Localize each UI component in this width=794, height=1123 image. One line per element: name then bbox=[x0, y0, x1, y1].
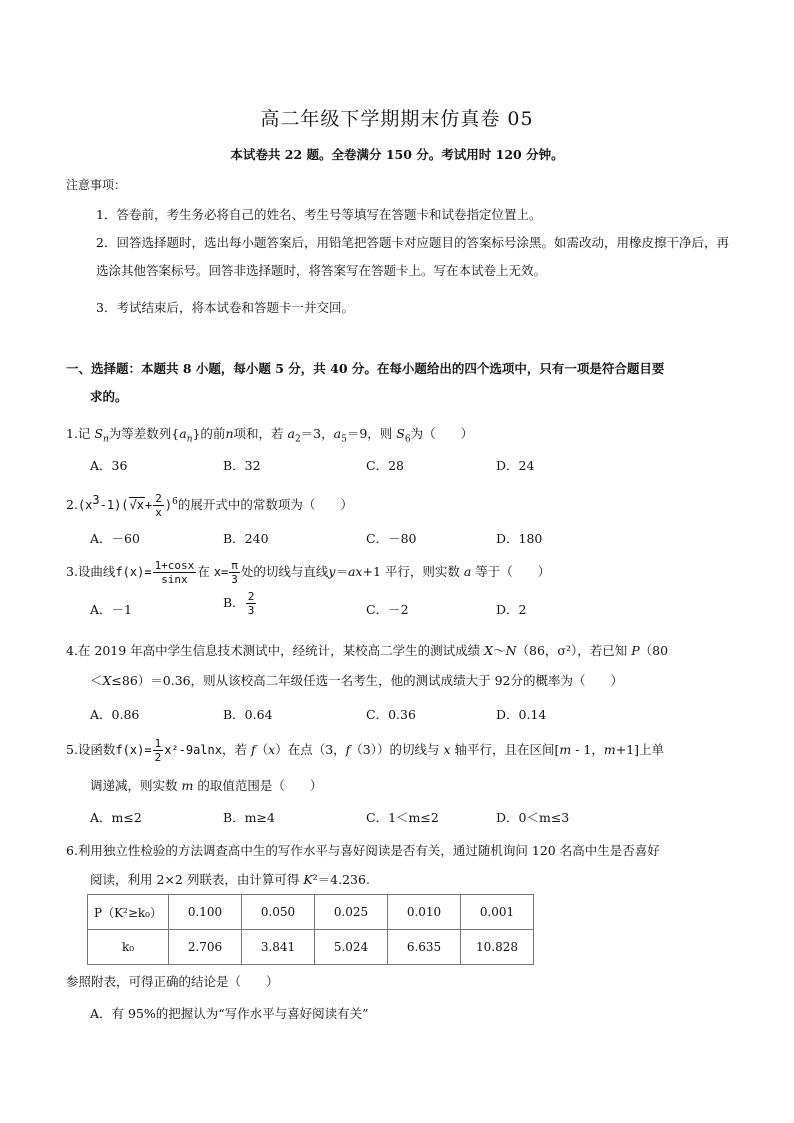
q5-option-c: C．1＜m≤2 bbox=[366, 810, 439, 825]
notice-heading: 注意事项： bbox=[66, 178, 127, 192]
question-1-options bbox=[90, 456, 730, 478]
section-heading bbox=[66, 355, 731, 411]
q4-option-d: D．0.14 bbox=[496, 707, 547, 722]
table-cell: 0.025 bbox=[315, 895, 388, 930]
question-5-line-2: 调递减，则实数 m 的取值范围是（ ） bbox=[90, 778, 323, 793]
q2-option-c: C．－80 bbox=[366, 531, 417, 546]
question-1: 1.记 $S_n$为等差数列$\{a_n\}$的前n项和，若 $a_2=3$，$a_5=9$，则 $S_6$为（ ） bbox=[66, 426, 474, 445]
question-3-options bbox=[90, 590, 730, 622]
critical-value-table bbox=[87, 894, 534, 965]
q2-option-d: D．180 bbox=[496, 531, 543, 546]
section-heading-line1: 一、选择题：本题共 8 小题，每小题 5 分，共 40 分。在每小题给出的四个选项中，只有一项是符合题目要 bbox=[66, 361, 665, 376]
exam-subtitle: 本试卷共 22 题。全卷满分 150 分。考试用时 120 分钟。 bbox=[230, 147, 564, 162]
question-5-options bbox=[90, 808, 730, 830]
table-cell: 6.635 bbox=[388, 930, 461, 965]
table-cell: 0.001 bbox=[461, 895, 534, 930]
question-2-options bbox=[90, 529, 730, 551]
q4-option-c: C．0.36 bbox=[366, 707, 416, 722]
notice-item-2: 2．回答选择题时，选出每小题答案后，用铅笔把答题卡对应题目的答案标号涂黑。如需改动，用橡皮擦干净后，再选涂其他答案标号。回答非选择题时，将答案写在答题卡上。写在本试卷上无效。 bbox=[96, 235, 729, 278]
notice-item-3: 3．考试结束后，将本试卷和答题卡一并交回。 bbox=[96, 300, 354, 315]
section-heading-line2: 求的。 bbox=[90, 389, 128, 404]
notice-item-1: 1．答卷前，考生务必将自己的姓名、考生号等填写在答题卡和试卷指定位置上。 bbox=[96, 207, 542, 222]
table-cell: P（K²≥k₀） bbox=[88, 895, 169, 930]
question-4-line-2: ＜X≤86）＝0.36，则从该校高二年级任选一名考生，他的测试成绩大于 92分的概率为（ ） bbox=[90, 673, 624, 688]
question-6-line-2: 阅读，利用 2×2 列联表，由计算可得 K²＝4.236. bbox=[90, 872, 370, 887]
table-cell: 3.841 bbox=[242, 930, 315, 965]
q6-option-a: A．有 95%的把握认为“写作水平与喜好阅读有关” bbox=[90, 1006, 369, 1021]
question-4-line-1: 4.在 2019 年高中学生信息技术测试中，经统计，某校高二学生的测试成绩 X～N（86，σ²），若已知 P（80 bbox=[66, 643, 669, 658]
question-4-options bbox=[90, 705, 730, 727]
question-6-line-1: 6.利用独立性检验的方法调查高中生的写作水平与喜好阅读是否有关，通过随机询问 120 名高中生是否喜好 bbox=[66, 843, 660, 858]
q3-option-a: A．－1 bbox=[90, 602, 132, 617]
q4-option-b: B．0.64 bbox=[223, 707, 273, 722]
q2-option-b: B．240 bbox=[223, 531, 269, 546]
table-cell: k₀ bbox=[88, 930, 169, 965]
q3-option-c: C．－2 bbox=[366, 602, 409, 617]
page-title: 高二年级下学期期末仿真卷 05 bbox=[260, 108, 534, 130]
q1-option-b: B．32 bbox=[223, 458, 261, 473]
q3-option-b: B． $\frac{2}{3}$ bbox=[223, 590, 255, 617]
q5-option-d: D．0＜m≤3 bbox=[496, 810, 570, 825]
q1-option-a: A．36 bbox=[90, 458, 128, 473]
table-row bbox=[88, 895, 534, 930]
table-cell: 0.100 bbox=[169, 895, 242, 930]
question-5-line-1: 5.设函数f(x)= $\frac{1}{2}$ x²-9alnx，若 f（x）在点（3，f（3））的切线与 x 轴平行，且在区间[m - 1，m+1]上单 bbox=[66, 737, 665, 764]
q3-option-d: D．2 bbox=[496, 602, 527, 617]
table-cell: 0.050 bbox=[242, 895, 315, 930]
question-2: $2.(x^3-1)(√x+$ $\frac{2}{x}$ )$^6$的展开式中的常数项为（ ） bbox=[66, 492, 353, 520]
q1-option-c: C．28 bbox=[366, 458, 404, 473]
table-cell: 10.828 bbox=[461, 930, 534, 965]
q1-option-d: D．24 bbox=[496, 458, 535, 473]
q2-option-a: A．－60 bbox=[90, 531, 140, 546]
q4-option-a: A．0.86 bbox=[90, 707, 140, 722]
question-3: 3.设曲线f(x)= $\frac{1+\cos x}{\sin x}$ 在 x= $\frac{\pi}{3}$ 处的切线与直线y＝ax+1 平行，则实数 a 等于（ ） bbox=[66, 559, 551, 586]
table-row bbox=[88, 930, 534, 965]
table-cell: 2.706 bbox=[169, 930, 242, 965]
table-cell: 5.024 bbox=[315, 930, 388, 965]
table-cell: 0.010 bbox=[388, 895, 461, 930]
q5-option-a: A．m≤2 bbox=[90, 810, 142, 825]
question-6-after-table: 参照附表，可得正确的结论是（ ） bbox=[66, 974, 279, 989]
q5-option-b: B．m≥4 bbox=[223, 810, 275, 825]
